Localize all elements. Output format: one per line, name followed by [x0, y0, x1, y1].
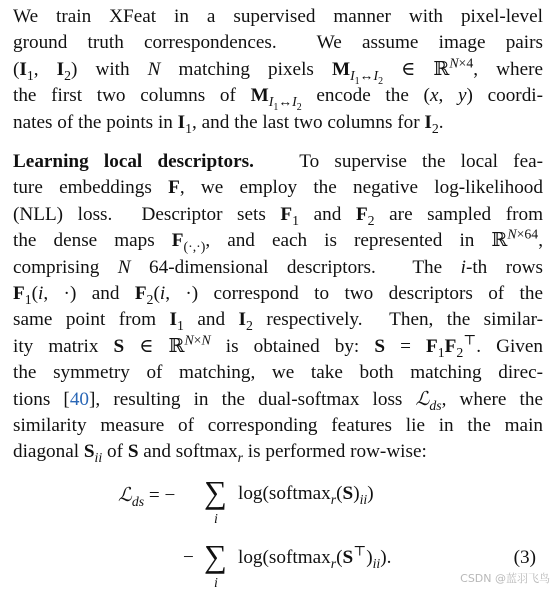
equation-number: (3)	[513, 547, 536, 568]
text-line: ture embeddings F, we employ the negative log-likelihood	[13, 177, 543, 199]
sum-symbol: ∑	[204, 474, 227, 510]
text-line: diagonal $S_{ii}$ of S and softmax$_r$ is performed row-wise:	[13, 441, 427, 466]
section-heading: Learning local descriptors.	[13, 151, 254, 172]
sum-index: i	[214, 512, 218, 527]
text-line: the first two columns of $M_{I_1\leftrightarrow I_2}$ encode the (x, y) coordi-	[13, 85, 544, 113]
text-line: (NLL) loss. Descriptor sets $F_1$ and $F_2$ are sampled from	[13, 203, 543, 228]
watermark: CSDN @蓝羽飞鸟	[460, 572, 550, 585]
sum-symbol: ∑	[204, 538, 227, 574]
text-line: same point from $I_1$ and $I_2$ respectively. Then, the similar-	[13, 309, 543, 334]
text-line: similarity measure of corresponding features lie in the main	[13, 415, 543, 437]
text-line: the dense maps $F_{(\cdot,\cdot)}$, and each is represented in ℝ$^{N\times 64}$,	[13, 226, 543, 255]
text-line: the symmetry of matching, we take both matching direc-	[13, 362, 543, 384]
text-line: nates of the points in $I_1$, and the last two columns for $I_2$.	[13, 111, 444, 136]
text-line: $F_1(i$, ·) and $F_2(i$, ·) correspond to two descriptors of the	[13, 283, 543, 307]
text-line: ($I_1$, $I_2$) with N matching pixels $M_{I_1\leftrightarrow I_2}$ ∈ ℝ$^{N\times 4}$, where	[13, 55, 543, 87]
sum-index: i	[214, 576, 218, 591]
paragraph-training	[13, 4, 543, 136]
text-line: ity matrix S ∈ ℝ$^{N\times N}$ is obtained by: $S = F_1F_2^⊤$. Given	[13, 332, 543, 360]
paragraph-descriptors	[13, 149, 543, 466]
text-line: tions [40], resulting in the dual-softmax loss ℒ$_{ds}$, where the	[13, 388, 543, 413]
citation-link[interactable]: 40	[69, 388, 90, 410]
text-line: We train XFeat in a supervised manner with pixel-level	[13, 6, 543, 27]
text-line: Learning local descriptors. To supervise the local fea-	[13, 151, 543, 172]
text-line: ground truth correspondences. We assume image pairs	[13, 32, 543, 54]
text-line: comprising N 64-dimensional descriptors. The i-th rows	[13, 256, 544, 278]
